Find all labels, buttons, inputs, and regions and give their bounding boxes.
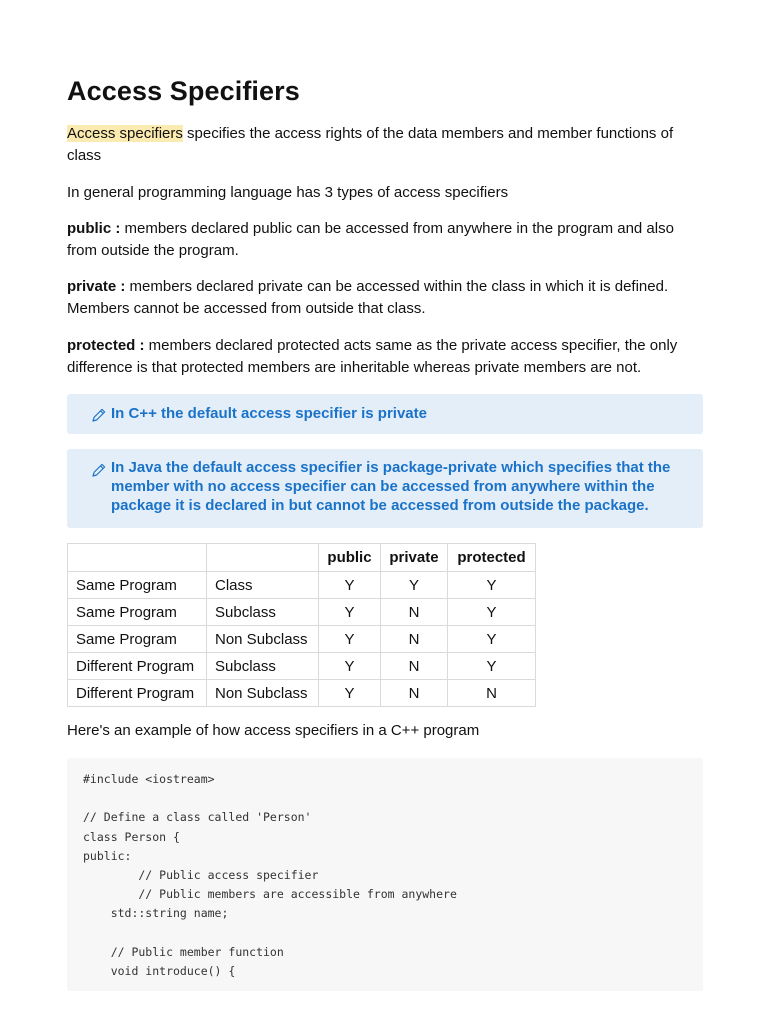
pencil-icon bbox=[90, 461, 108, 479]
table-cell: Different Program bbox=[68, 653, 207, 680]
table-cell: Y bbox=[448, 599, 536, 626]
table-header-cell: private bbox=[381, 544, 448, 572]
pencil-icon bbox=[90, 406, 108, 424]
table-cell: Same Program bbox=[68, 572, 207, 599]
table-header-cell: public bbox=[319, 544, 381, 572]
table-cell: Y bbox=[319, 680, 381, 707]
note-text: In Java the default access specifier is package-private which specifies that the member with no access specifier can be accessed from anywhere within the package it is declared in but cannot be accessed from outside the package. bbox=[111, 459, 671, 514]
protected-term: protected : bbox=[67, 337, 145, 354]
code-line bbox=[83, 789, 687, 808]
table-row bbox=[68, 680, 536, 707]
table-cell: Y bbox=[448, 626, 536, 653]
public-term: public : bbox=[67, 220, 121, 237]
table-header-cell bbox=[207, 544, 319, 572]
cpp-default-note bbox=[67, 394, 703, 434]
table-cell: Class bbox=[207, 572, 319, 599]
page-title: Access Specifiers bbox=[67, 76, 300, 106]
table-cell: Y bbox=[319, 626, 381, 653]
table-cell: Y bbox=[448, 572, 536, 599]
table-cell: Same Program bbox=[68, 626, 207, 653]
table-cell: Y bbox=[319, 653, 381, 680]
code-line: std::string name; bbox=[83, 906, 229, 921]
code-line bbox=[83, 924, 687, 943]
private-term: private : bbox=[67, 278, 126, 295]
code-block bbox=[67, 758, 703, 991]
code-line: public: bbox=[83, 848, 132, 863]
table-cell: Y bbox=[319, 599, 381, 626]
table-cell: Same Program bbox=[68, 599, 207, 626]
protected-paragraph bbox=[67, 335, 703, 379]
table-cell: N bbox=[448, 680, 536, 707]
public-paragraph bbox=[67, 218, 703, 262]
table-header-cell: protected bbox=[448, 544, 536, 572]
private-description: members declared private can be accessed within the class in which it is defined. Members cannot be accessed from outside that class. bbox=[67, 278, 669, 317]
private-paragraph bbox=[67, 276, 703, 320]
access-table bbox=[67, 543, 536, 707]
table-cell: N bbox=[381, 680, 448, 707]
table-row bbox=[68, 653, 536, 680]
table-cell: Subclass bbox=[207, 599, 319, 626]
table-cell: Subclass bbox=[207, 653, 319, 680]
intro-paragraph bbox=[67, 123, 703, 167]
table-cell: N bbox=[381, 626, 448, 653]
java-default-note bbox=[67, 449, 703, 528]
code-line: #include <iostream> bbox=[83, 772, 215, 786]
code-line: // Public access specifier bbox=[83, 867, 319, 882]
highlighted-term: Access specifiers bbox=[67, 125, 183, 142]
table-cell: Y bbox=[319, 572, 381, 599]
table-cell: Non Subclass bbox=[207, 626, 319, 653]
table-cell: Y bbox=[381, 572, 448, 599]
code-line: // Public member function bbox=[83, 944, 284, 959]
code-line: // Public members are accessible from anywhere bbox=[83, 887, 457, 902]
table-cell: Non Subclass bbox=[207, 680, 319, 707]
public-description: members declared public can be accessed from anywhere in the program and also from outside the program. bbox=[67, 220, 674, 259]
table-row bbox=[68, 626, 536, 653]
table-cell: Different Program bbox=[68, 680, 207, 707]
code-line: class Person { bbox=[83, 829, 180, 844]
note-text: In C++ the default access specifier is private bbox=[111, 405, 427, 422]
code-line: void introduce() { bbox=[83, 963, 236, 978]
table-row bbox=[68, 572, 536, 599]
table-row bbox=[68, 599, 536, 626]
table-header-row bbox=[68, 544, 536, 572]
intro-text: specifies the access rights of the data members and member functions of class bbox=[67, 125, 674, 164]
code-line: // Define a class called 'Person' bbox=[83, 810, 312, 825]
table-header-cell bbox=[68, 544, 207, 572]
example-intro: Here's an example of how access specifiers in a C++ program bbox=[67, 722, 480, 739]
table-cell: N bbox=[381, 653, 448, 680]
protected-description: members declared protected acts same as the private access specifier, the only difference is that protected members are inheritable whereas private members are not. bbox=[67, 337, 678, 376]
table-cell: Y bbox=[448, 653, 536, 680]
general-paragraph: In general programming language has 3 types of access specifiers bbox=[67, 184, 509, 201]
table-cell: N bbox=[381, 599, 448, 626]
